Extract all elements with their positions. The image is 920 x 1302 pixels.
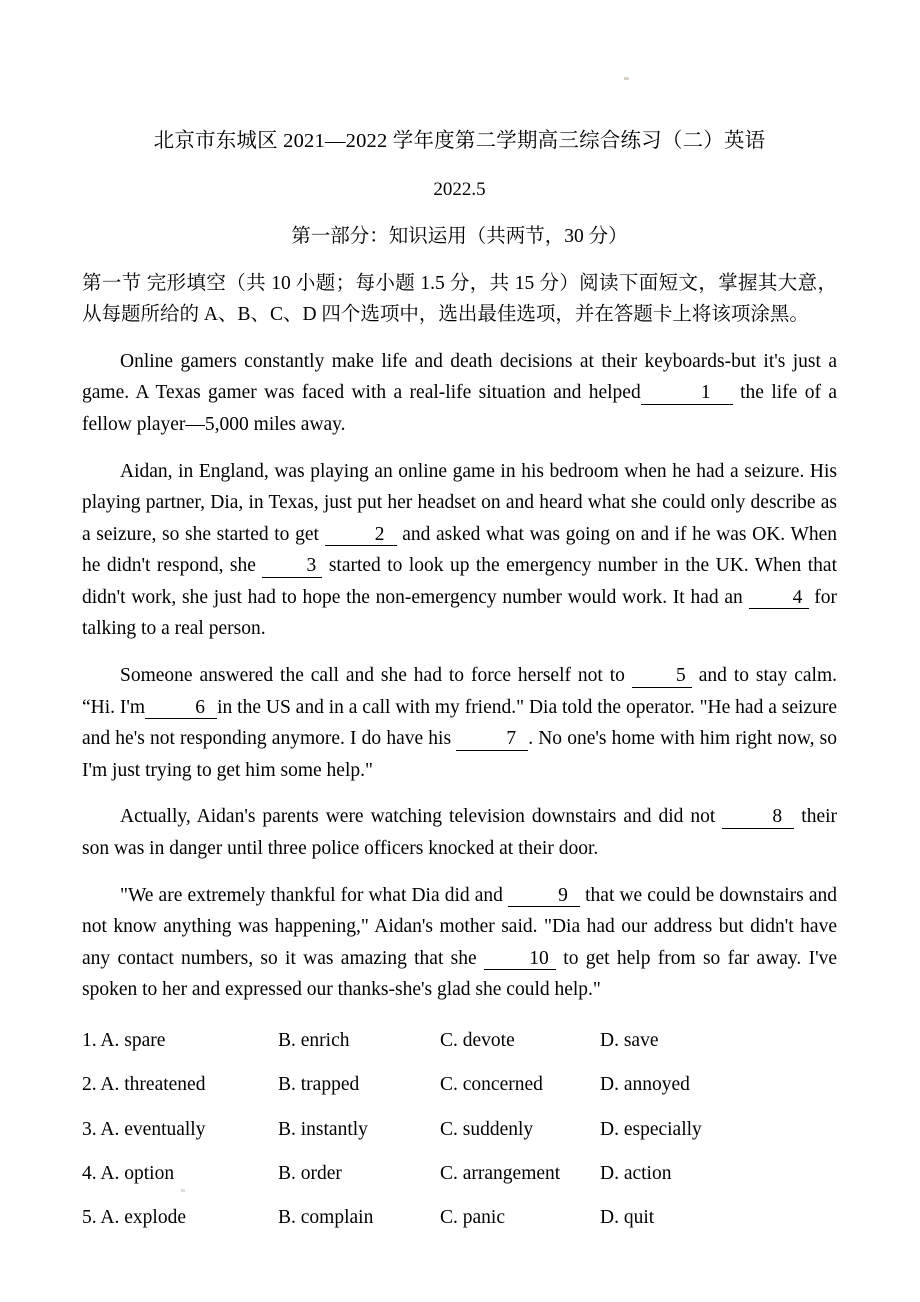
blank-4: 4 bbox=[749, 587, 809, 609]
passage-paragraph-2 bbox=[82, 441, 837, 645]
question-5-option-b[interactable]: B. complain bbox=[278, 1207, 374, 1229]
paragraph-3-text-a: Someone answered the call and she had to force herself not to bbox=[120, 665, 625, 687]
question-3-option-d[interactable]: D. especially bbox=[600, 1118, 702, 1140]
question-2-option-a[interactable]: 2. A. threatened bbox=[82, 1074, 206, 1096]
paragraph-4-text-a: Actually, Aidan's parents were watching television downstairs and did not bbox=[120, 806, 716, 828]
paragraph-2-text-b: and asked what was going on and if he was OK. When he didn't respond, she bbox=[82, 523, 838, 577]
question-4-option-a[interactable]: 4. A. option bbox=[82, 1162, 175, 1184]
blank-3: 3 bbox=[262, 555, 322, 577]
part-heading: 第一部分：知识运用（共两节，30 分） bbox=[291, 226, 628, 248]
paragraph-2-text-c: started to look up the emergency number in the UK. When that didn't work, she just had to hope the non-emergency number would work. It had an bbox=[82, 555, 837, 608]
paragraph-4-text-b: their son was in danger until three police officers knocked at their door. bbox=[82, 806, 838, 859]
blank-1: 1 bbox=[641, 382, 733, 404]
paragraph-2-text-d: for talking to a real person. bbox=[82, 586, 838, 640]
paragraph-2-text-a: Aidan, in England, was playing an online game in his bedroom when he had a seizure. His playing partner, Dia, in Texas, just put her headset on and heard what she could only describe as a seizure, so she started to get bbox=[82, 460, 837, 545]
paragraph-1-text-b: the life of a fellow player—5,000 miles away. bbox=[82, 382, 837, 436]
question-5-option-d[interactable]: D. quit bbox=[600, 1207, 655, 1229]
question-1-option-c[interactable]: C. devote bbox=[440, 1029, 515, 1051]
passage-paragraph-4 bbox=[82, 786, 837, 864]
passage-paragraph-1 bbox=[82, 331, 837, 441]
paragraph-3-text-b: and to stay calm. “Hi. I'm bbox=[82, 665, 837, 718]
paragraph-5-text-c: to get help from so far away. I've spoken to her and expressed our thanks-she's glad she could help." bbox=[82, 947, 838, 1001]
blank-7: 7 bbox=[456, 728, 528, 750]
passage-paragraph-5 bbox=[82, 865, 837, 1006]
question-5-option-c[interactable]: C. panic bbox=[440, 1207, 505, 1229]
paragraph-3-text-d: . No one's home with him right now, so I'm just trying to get him some help." bbox=[82, 728, 837, 781]
question-2-option-d[interactable]: D. annoyed bbox=[600, 1074, 690, 1096]
document-date: 2022.5 bbox=[433, 178, 486, 200]
paragraph-3-text-c: in the US and in a call with my friend." Dia told the operator. "He had a seizure and he's not responding anymore. I do have his bbox=[82, 696, 837, 750]
question-4-option-b[interactable]: B. order bbox=[278, 1162, 342, 1184]
document-content bbox=[82, 0, 837, 1250]
passage-paragraph-3 bbox=[82, 645, 837, 786]
paragraph-5-text-b: that we could be downstairs and not know anything was happening," Aidan's mother said. "Dia had our address but didn't have any contact numbers, so it was amazing that she bbox=[82, 884, 837, 969]
question-row-3 bbox=[82, 1117, 837, 1161]
section-instruction: 第一节 完形填空（共 10 小题；每小题 1.5 分，共 15 分）阅读下面短文，掌握其大意，从每题所给的 A、B、C、D 四个选项中，选出最佳选项，并在答题卡上将该项涂黑。 bbox=[82, 272, 837, 326]
blank-5: 5 bbox=[632, 665, 692, 687]
question-1-option-b[interactable]: B. enrich bbox=[278, 1029, 350, 1051]
paragraph-5-text-a: "We are extremely thankful for what Dia did and bbox=[120, 884, 503, 906]
page-title: 北京市东城区 2021—2022 学年度第二学期高三综合练习（二）英语 bbox=[153, 130, 766, 152]
paragraph-1-text-a: Online gamers constantly make life and death decisions at their keyboards-but it's just a game. A Texas gamer was faced with a real-life situation and helped bbox=[82, 350, 837, 404]
question-1-option-d[interactable]: D. save bbox=[600, 1029, 659, 1051]
blank-10: 10 bbox=[484, 948, 556, 970]
question-row-2 bbox=[82, 1072, 837, 1116]
question-row-4 bbox=[82, 1161, 837, 1205]
question-2-option-c[interactable]: C. concerned bbox=[440, 1074, 543, 1096]
question-3-option-a[interactable]: 3. A. eventually bbox=[82, 1118, 206, 1140]
question-5-option-a[interactable]: 5. A. explode bbox=[82, 1207, 186, 1229]
question-4-option-d[interactable]: D. action bbox=[600, 1162, 672, 1184]
question-row-5 bbox=[82, 1205, 837, 1249]
question-4-option-c[interactable]: C. arrangement bbox=[440, 1162, 561, 1184]
blank-6: 6 bbox=[145, 697, 217, 719]
blank-9: 9 bbox=[508, 885, 580, 907]
question-row-1 bbox=[82, 1028, 837, 1072]
blank-8: 8 bbox=[722, 806, 794, 828]
blank-2: 2 bbox=[325, 524, 397, 546]
question-3-option-b[interactable]: B. instantly bbox=[278, 1118, 368, 1140]
question-3-option-c[interactable]: C. suddenly bbox=[440, 1118, 534, 1140]
question-options-list bbox=[82, 1028, 837, 1250]
question-1-option-a[interactable]: 1. A. spare bbox=[82, 1029, 166, 1051]
question-2-option-b[interactable]: B. trapped bbox=[278, 1074, 360, 1096]
